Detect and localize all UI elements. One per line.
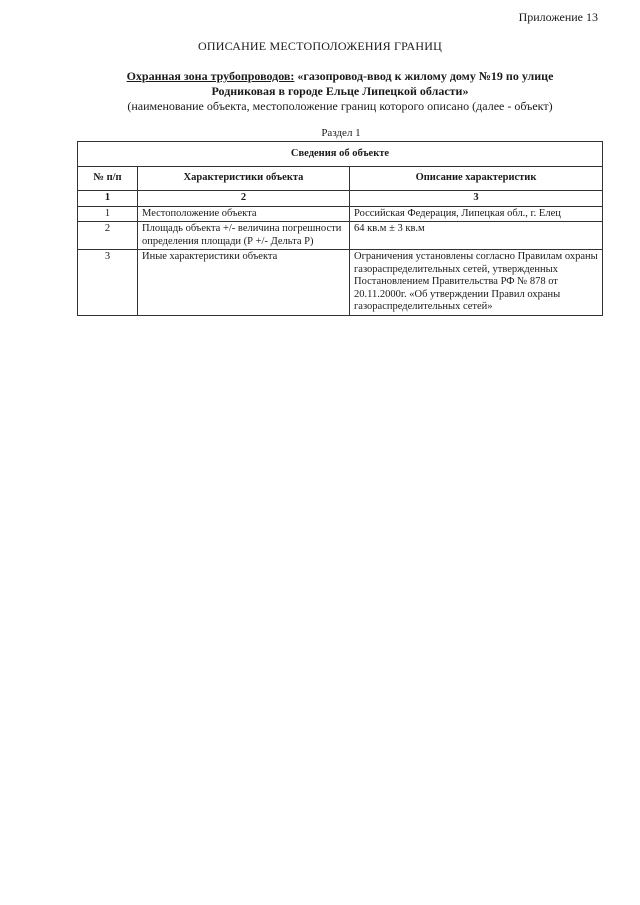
table-row bbox=[78, 250, 603, 316]
table-row bbox=[78, 222, 603, 250]
object-name-prefix: Охранная зона трубопроводов: bbox=[126, 69, 295, 83]
section-title: Раздел 1 bbox=[321, 127, 361, 139]
object-name bbox=[80, 69, 600, 99]
row-number: 1 bbox=[78, 206, 138, 222]
table-title-row bbox=[78, 142, 603, 167]
row-description: Ограничения установлены согласно Правилам охраны газораспределительных сетей, утвержденных Постановлением Правительства РФ № 878 от 20.11.2000г. «Об утверждении Правил охраны газораспределительных сетей» bbox=[350, 250, 603, 316]
object-name-line1: «газопровод-ввод к жилому дому №19 по улице bbox=[294, 69, 554, 83]
column-number: 1 bbox=[78, 191, 138, 207]
document-title: ОПИСАНИЕ МЕСТОПОЛОЖЕНИЯ ГРАНИЦ bbox=[198, 39, 442, 53]
row-characteristic: Местоположение объекта bbox=[138, 206, 350, 222]
object-caption: (наименование объекта, местоположение границ которого описано (далее - объект) bbox=[127, 99, 553, 113]
row-number: 3 bbox=[78, 250, 138, 316]
row-characteristic: Площадь объекта +/- величина погрешности определения площади (Р +/- Дельта Р) bbox=[138, 222, 350, 250]
column-number: 2 bbox=[138, 191, 350, 207]
column-header-characteristic: Характеристики объекта bbox=[138, 167, 350, 191]
object-info-table bbox=[77, 141, 603, 316]
column-number-row bbox=[78, 191, 603, 207]
appendix-label: Приложение 13 bbox=[518, 10, 598, 24]
object-name-line2: Родниковая в городе Ельце Липецкой области» bbox=[211, 84, 469, 98]
row-number: 2 bbox=[78, 222, 138, 250]
table-row bbox=[78, 206, 603, 222]
column-number: 3 bbox=[350, 191, 603, 207]
column-header-number: № п/п bbox=[78, 167, 138, 191]
row-description: 64 кв.м ± 3 кв.м bbox=[350, 222, 603, 250]
row-description: Российская Федерация, Липецкая обл., г. Елец bbox=[350, 206, 603, 222]
table-header-row bbox=[78, 167, 603, 191]
table-title: Сведения об объекте bbox=[78, 142, 603, 167]
row-characteristic: Иные характеристики объекта bbox=[138, 250, 350, 316]
column-header-description: Описание характеристик bbox=[350, 167, 603, 191]
